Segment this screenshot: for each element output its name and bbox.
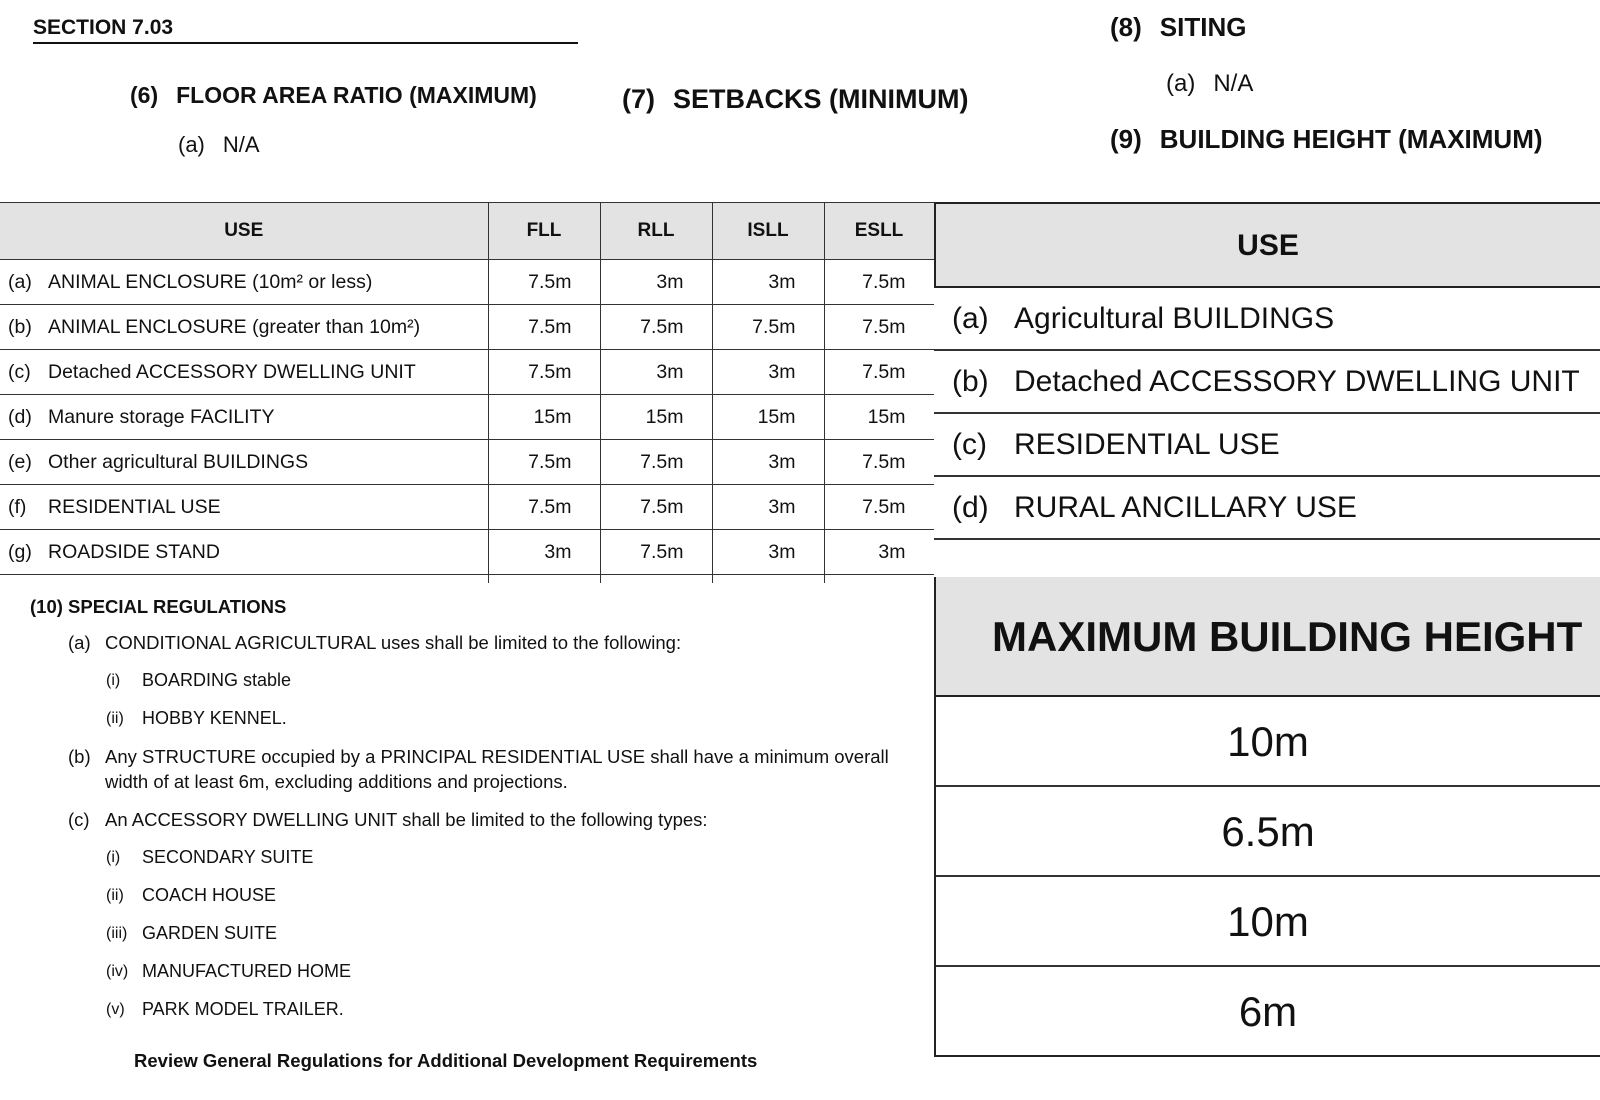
- isll-cell: 15m: [712, 395, 824, 440]
- use-label: Detached ACCESSORY DWELLING UNIT: [48, 360, 416, 383]
- special-regulations-heading: (10) SPECIAL REGULATIONS: [30, 596, 287, 617]
- use-cell: [0, 260, 488, 305]
- fll-cell: 15m: [488, 395, 600, 440]
- siting-number: (8): [1110, 12, 1142, 42]
- sub-tag: (i): [106, 849, 121, 866]
- list-item: [30, 883, 910, 908]
- use-cell-empty: [0, 575, 488, 584]
- maximum-height-value: 6m: [1238, 988, 1298, 1035]
- regulation-text: CONDITIONAL AGRICULTURAL uses shall be limited to the following:: [105, 632, 682, 653]
- rll-cell: 7.5m: [600, 440, 712, 485]
- building-height-number: (9): [1110, 124, 1142, 154]
- fll-cell: 7.5m: [488, 440, 600, 485]
- height-use-label: RESIDENTIAL USE: [1014, 428, 1280, 461]
- row-letter: (b): [952, 365, 989, 398]
- sub-tag: (v): [106, 1001, 125, 1018]
- regulation-tag: (a): [68, 632, 91, 653]
- regulation-tag: (b): [68, 746, 91, 767]
- table-row: [0, 350, 934, 395]
- maximum-height-value: 6.5m: [936, 787, 1600, 877]
- list-item: [30, 668, 910, 693]
- sub-tag: (iv): [106, 963, 129, 980]
- sub-tag: (iii): [106, 925, 128, 942]
- use-label: ANIMAL ENCLOSURE (greater than 10m²): [48, 315, 421, 338]
- esll-cell: 3m: [824, 530, 934, 575]
- esll-cell: 7.5m: [824, 440, 934, 485]
- row-letter: (c): [952, 428, 987, 461]
- height-use-row: [934, 351, 1600, 414]
- table-row-cut-off: [0, 575, 934, 584]
- isll-cell: 3m: [712, 260, 824, 305]
- table-row: [0, 530, 934, 575]
- isll-cell: 3m: [712, 350, 824, 395]
- column-header-use: USE: [0, 203, 488, 260]
- regulation-c: [30, 807, 910, 832]
- use-label: Manure storage FACILITY: [48, 405, 275, 428]
- row-letter: (f): [8, 495, 27, 518]
- value-cell-empty: [488, 575, 600, 584]
- building-height-use-table: [934, 202, 1600, 557]
- height-use-label: Detached ACCESSORY DWELLING UNIT: [1014, 365, 1580, 398]
- floor-area-ratio-number: (6): [130, 82, 159, 108]
- regulation-text: Any STRUCTURE occupied by a PRINCIPAL RESIDENTIAL USE shall have a minimum overall width of at least 6m, excluding additions and projections.: [105, 746, 889, 792]
- rll-cell: 7.5m: [600, 305, 712, 350]
- siting-item: [1166, 70, 1253, 98]
- maximum-height-header: MAXIMUM BUILDING HEIGHT: [936, 577, 1600, 697]
- use-label: RESIDENTIAL USE: [48, 495, 221, 518]
- column-header-isll: ISLL: [712, 203, 824, 260]
- siting-item-letter: (a): [1166, 70, 1196, 97]
- esll-cell: 15m: [824, 395, 934, 440]
- rll-cell: 7.5m: [600, 530, 712, 575]
- table-row: [0, 485, 934, 530]
- sub-text: SECONDARY SUITE: [142, 847, 314, 867]
- height-use-header: USE: [934, 202, 1600, 288]
- use-label: Other agricultural BUILDINGS: [48, 450, 309, 473]
- sub-tag: (ii): [106, 887, 124, 904]
- use-cell: [0, 395, 488, 440]
- review-note: Review General Regulations for Additional Development Requirements: [134, 1050, 758, 1071]
- esll-cell: 7.5m: [824, 305, 934, 350]
- fll-cell: 7.5m: [488, 305, 600, 350]
- siting-heading: [1110, 12, 1246, 43]
- floor-area-ratio-item-value: N/A: [222, 132, 260, 157]
- height-use-row: [934, 477, 1600, 540]
- isll-cell: 7.5m: [712, 305, 824, 350]
- list-item: [30, 959, 910, 984]
- value-cell-empty: [824, 575, 934, 584]
- use-cell: [0, 440, 488, 485]
- use-cell: [0, 305, 488, 350]
- sub-text: COACH HOUSE: [142, 885, 277, 905]
- floor-area-ratio-heading: [130, 82, 537, 109]
- floor-area-ratio-title: FLOOR AREA RATIO (MAXIMUM): [176, 82, 537, 108]
- sub-tag: (i): [106, 672, 121, 689]
- fll-cell: 7.5m: [488, 350, 600, 395]
- use-label: ROADSIDE STAND: [48, 540, 220, 563]
- isll-cell: 3m: [712, 485, 824, 530]
- esll-cell: 7.5m: [824, 485, 934, 530]
- sub-text: MANUFACTURED HOME: [142, 961, 352, 981]
- setbacks-table: [0, 202, 934, 583]
- list-item: [30, 845, 910, 870]
- row-letter: (a): [8, 270, 32, 293]
- use-cell: [0, 350, 488, 395]
- row-letter: (c): [8, 360, 31, 383]
- maximum-building-height-table: [934, 577, 1600, 1057]
- table-row: [0, 440, 934, 485]
- list-item: [30, 921, 910, 946]
- column-header-rll: RLL: [600, 203, 712, 260]
- table-row: [0, 395, 934, 440]
- table-row: [0, 260, 934, 305]
- column-header-fll: FLL: [488, 203, 600, 260]
- setbacks-table-container: [0, 202, 934, 583]
- row-letter: (d): [952, 491, 989, 524]
- setbacks-header-row: [0, 203, 934, 260]
- column-header-esll: ESLL: [824, 203, 934, 260]
- regulation-b: [30, 744, 910, 794]
- siting-item-value: N/A: [1213, 70, 1254, 97]
- building-height-heading: [1110, 124, 1543, 155]
- floor-area-ratio-item-letter: (a): [178, 132, 205, 157]
- row-letter: (b): [8, 315, 32, 338]
- building-height-title: BUILDING HEIGHT (MAXIMUM): [1159, 124, 1543, 154]
- use-cell: [0, 530, 488, 575]
- esll-cell: 7.5m: [824, 350, 934, 395]
- row-letter: (e): [8, 450, 32, 473]
- sub-tag: (ii): [106, 710, 124, 727]
- siting-title: SITING: [1159, 12, 1247, 42]
- table-row: [0, 305, 934, 350]
- height-use-row: [934, 414, 1600, 477]
- section-title: SECTION 7.03: [33, 16, 578, 44]
- esll-cell: 7.5m: [824, 260, 934, 305]
- fll-cell: 3m: [488, 530, 600, 575]
- sub-text: PARK MODEL TRAILER.: [142, 999, 344, 1019]
- height-use-label: RURAL ANCILLARY USE: [1014, 491, 1357, 524]
- setbacks-title: SETBACKS (MINIMUM): [673, 84, 969, 114]
- height-use-label: Agricultural BUILDINGS: [1014, 302, 1335, 335]
- list-item: [30, 997, 910, 1022]
- use-label: ANIMAL ENCLOSURE (10m² or less): [48, 270, 373, 293]
- special-regulations: [30, 596, 910, 1035]
- fll-cell: 7.5m: [488, 485, 600, 530]
- rll-cell: 3m: [600, 350, 712, 395]
- regulation-tag: (c): [68, 809, 90, 830]
- maximum-height-value: 10m: [936, 697, 1600, 787]
- setbacks-number: (7): [622, 84, 655, 114]
- regulation-a: [30, 630, 910, 655]
- sub-text: BOARDING stable: [142, 670, 292, 690]
- height-use-row: [934, 288, 1600, 351]
- regulation-text: An ACCESSORY DWELLING UNIT shall be limited to the following types:: [105, 809, 708, 830]
- row-letter: (d): [8, 405, 32, 428]
- maximum-height-value: 10m: [936, 877, 1600, 967]
- setbacks-heading: [622, 84, 968, 115]
- list-item: [30, 706, 910, 731]
- row-letter: (a): [952, 302, 989, 335]
- use-cell: [0, 485, 488, 530]
- sub-text: GARDEN SUITE: [142, 923, 278, 943]
- rll-cell: 15m: [600, 395, 712, 440]
- floor-area-ratio-item: [178, 132, 260, 158]
- row-letter: (g): [8, 540, 32, 563]
- value-cell-empty: [712, 575, 824, 584]
- isll-cell: 3m: [712, 530, 824, 575]
- sub-text: HOBBY KENNEL.: [142, 708, 287, 728]
- isll-cell: 3m: [712, 440, 824, 485]
- rll-cell: 3m: [600, 260, 712, 305]
- value-cell-empty: [600, 575, 712, 584]
- fll-cell: 7.5m: [488, 260, 600, 305]
- rll-cell: 7.5m: [600, 485, 712, 530]
